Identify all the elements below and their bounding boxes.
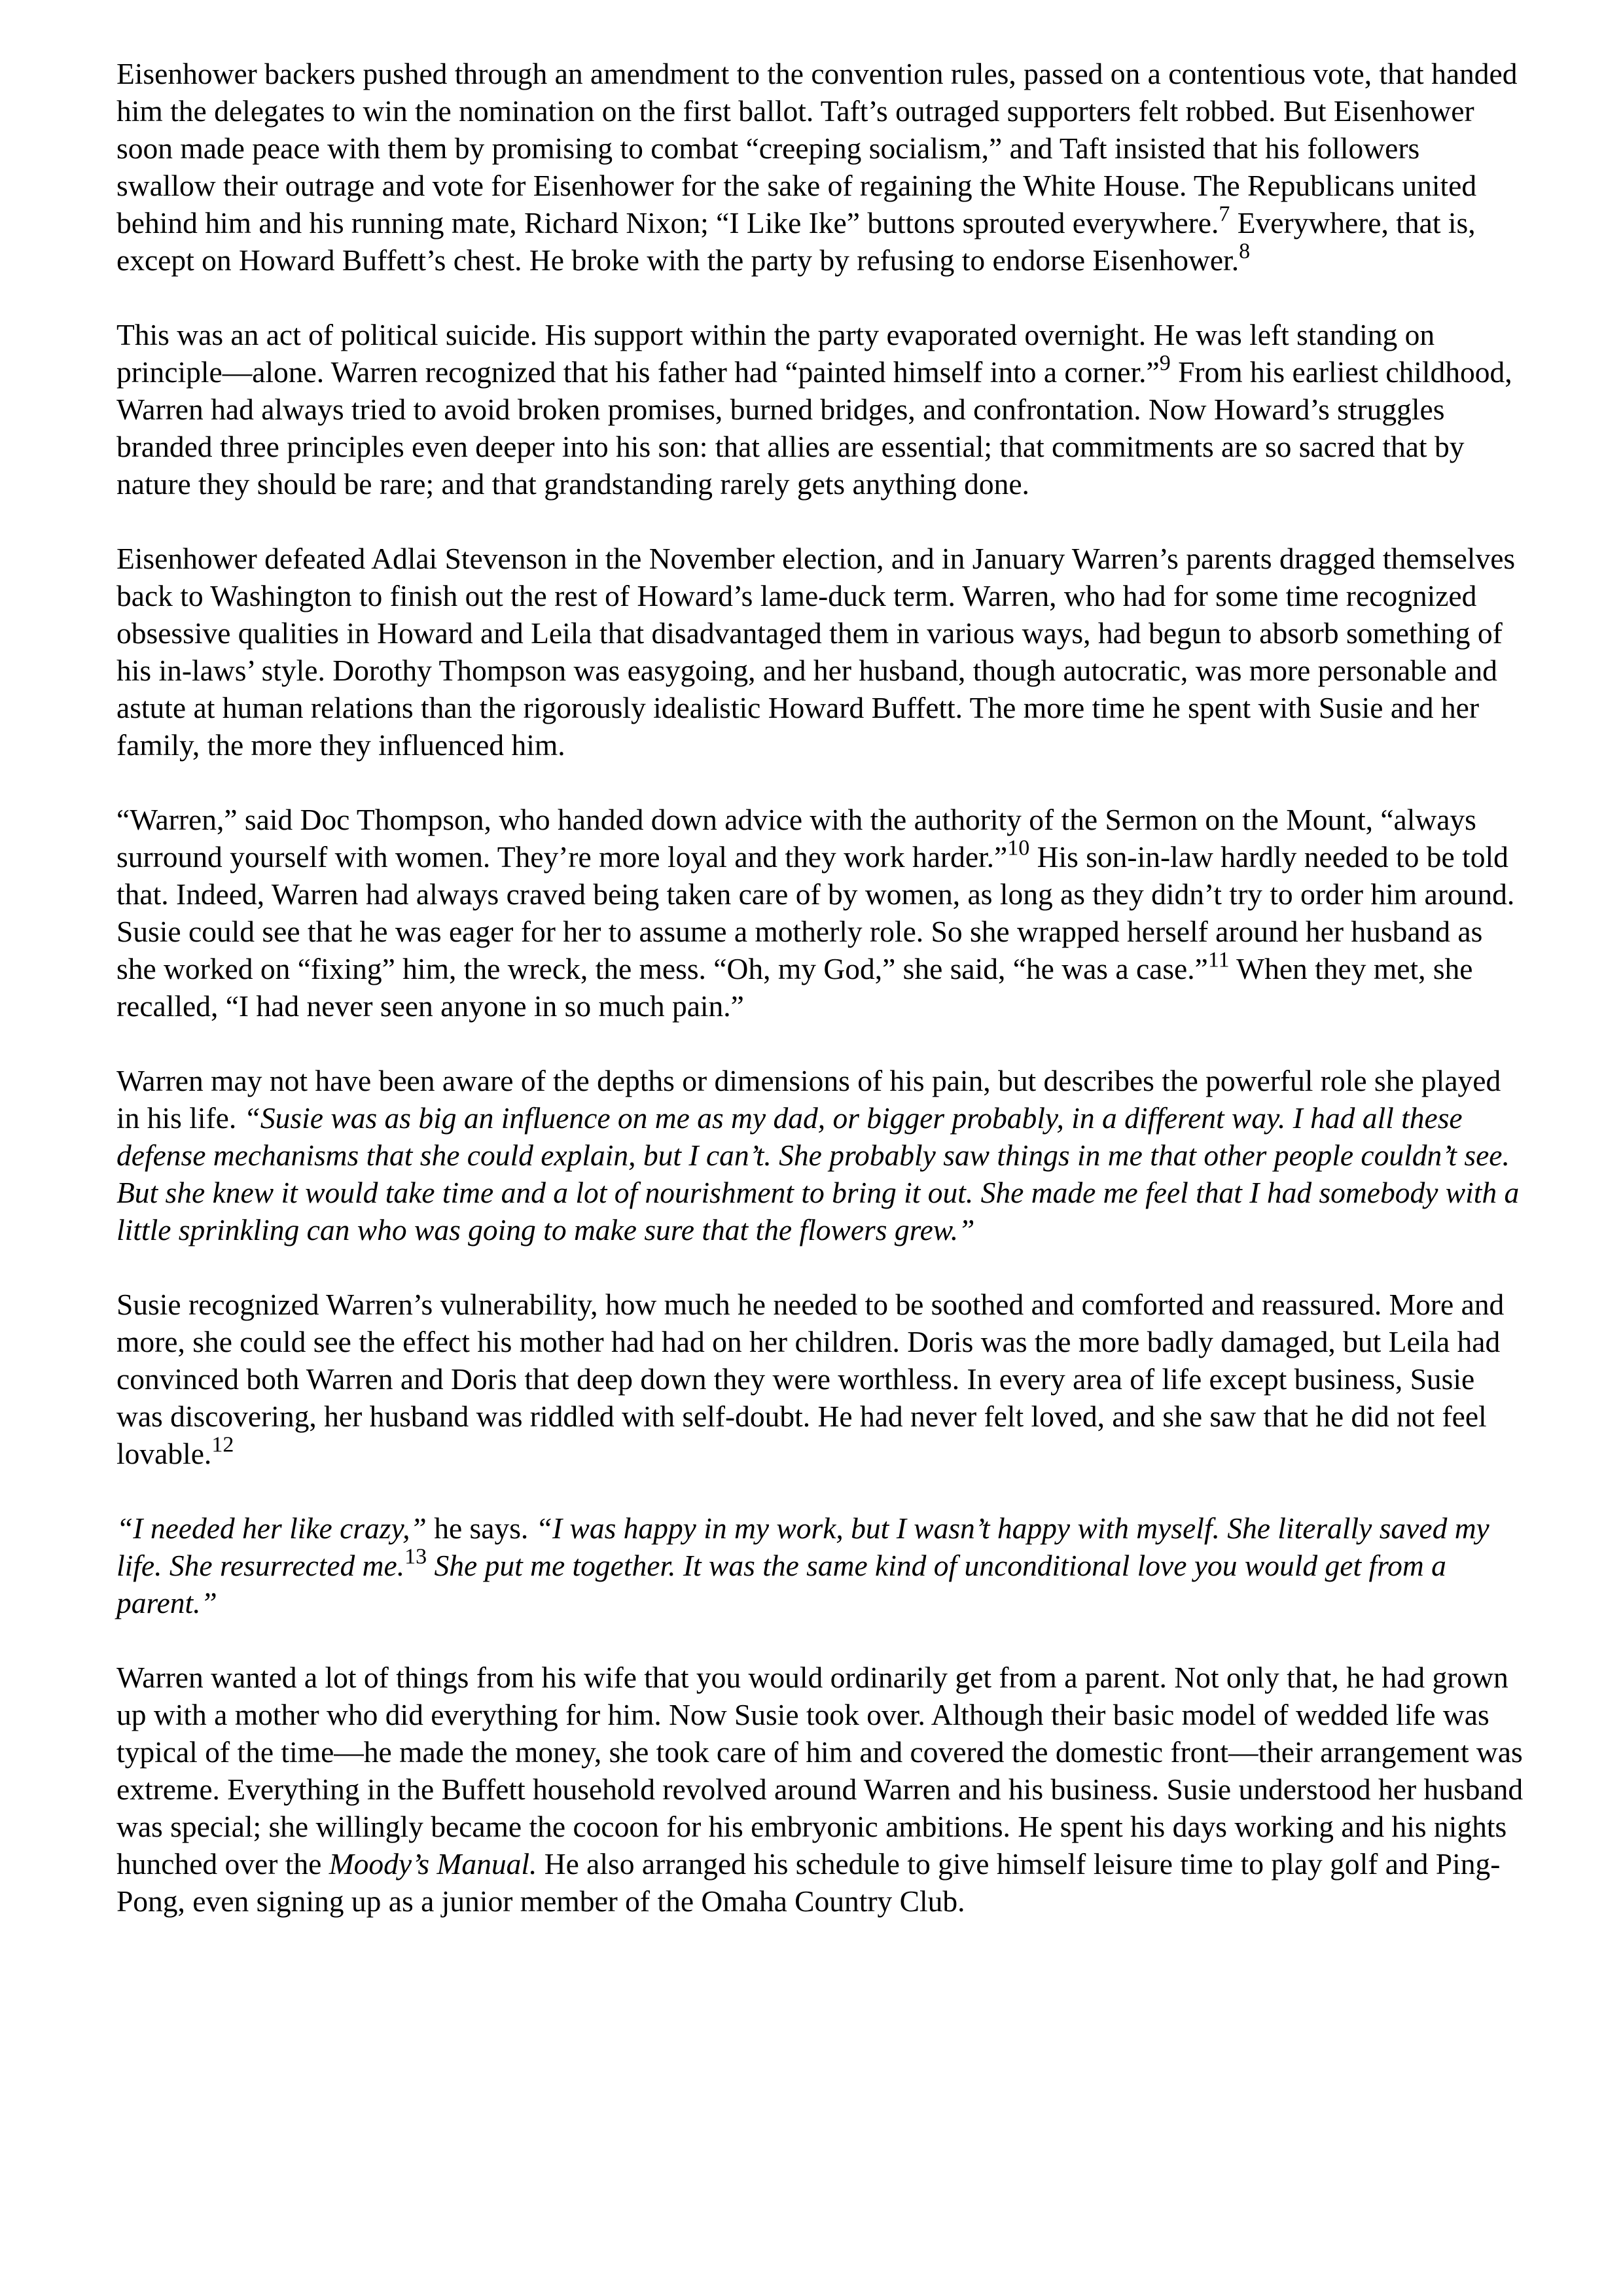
- paragraph-text: From his earliest childhood, Warren had always tried to avoid broken promises, burned bridges, and confrontation. Now Howard’s struggles branded three principles even deeper into his son: that allies are essential; that commitments are so sacred that by nature they should be rare; and that grandstanding rarely gets anything done.: [116, 355, 1512, 501]
- footnote-marker: 8: [1239, 239, 1251, 264]
- paragraph: [116, 801, 1524, 1025]
- paragraph: [116, 55, 1524, 279]
- paragraph-text: Warren wanted a lot of things from his wife that you would ordinarily get from a parent. Not only that, he had grown up with a mother who did everything for him. Now Susie took over. Although their basic model of wedded life was typical of the time—he made the money, she took care of him and covered the domestic front—their arrangement was extreme. Everything in the Buffett household revolved around Warren and his business. Susie understood her husband was special; she willingly became the cocoon for his embryonic ambitions. He spent his days working and his nights hunched over the: [116, 1661, 1524, 1881]
- paragraph-text: he says.: [426, 1511, 536, 1545]
- paragraph-text: “Warren,” said Doc Thompson, who handed down advice with the authority of the Sermon on the Mount, “always surround yourself with women. They’re more loyal and they work harder.”: [116, 803, 1476, 874]
- paragraph: [116, 1286, 1524, 1472]
- paragraph-text: This was an act of political suicide. His support within the party evaporated overnight. He was left standing on principle—alone. Warren recognized that his father had “painted himself into a corner.”: [116, 318, 1435, 389]
- book-page-body: [116, 55, 1524, 1920]
- italic-quote-text: She put me together. It was the same kind of unconditional love you would get from a parent.”: [116, 1549, 1446, 1619]
- paragraph-text: Eisenhower backers pushed through an amendment to the convention rules, passed on a contentious vote, that handed him the delegates to win the nomination on the first ballot. Taft’s outraged supporters felt robbed. But Eisenhower soon made peace with them by promising to combat “creeping socialism,” and Taft insisted that his followers swallow their outrage and vote for Eisenhower for the sake of regaining the White House. The Republicans united behind him and his running mate, Richard Nixon; “I Like Ike” buttons sprouted everywhere.: [116, 57, 1518, 239]
- footnote-marker: 12: [211, 1432, 234, 1457]
- paragraph: [116, 1510, 1524, 1621]
- paragraph: [116, 540, 1524, 764]
- italic-quote-text: Moody’s Manual.: [329, 1847, 537, 1881]
- footnote-marker: 11: [1207, 947, 1230, 972]
- paragraph-text: He also arranged his schedule to give himself leisure time to play golf and Ping-Pong, even signing up as a junior member of the Omaha Country Club.: [116, 1847, 1501, 1918]
- footnote-marker: 13: [404, 1544, 427, 1569]
- italic-quote-text: “I was happy in my work, but I wasn’t happy with myself. She literally saved my life. She resurrected me.: [116, 1511, 1489, 1582]
- paragraph-text: Susie recognized Warren’s vulnerability, how much he needed to be soothed and comforted and reassured. More and more, she could see the effect his mother had had on her children. Doris was the more badly damaged, but Leila had convinced both Warren and Doris that deep down they were worthless. In every area of life except business, Susie was discovering, her husband was riddled with self-doubt. He had never felt loved, and she saw that he did not feel lovable.: [116, 1288, 1505, 1470]
- paragraph: [116, 1659, 1524, 1920]
- paragraph-text: Eisenhower defeated Adlai Stevenson in the November election, and in January Warren’s parents dragged themselves back to Washington to finish out the rest of Howard’s lame-duck term. Warren, who had for some time recognized obsessive qualities in Howard and Leila that disadvantaged them in various ways, had begun to absorb something of his in-laws’ style. Dorothy Thompson was easygoing, and her husband, though autocratic, was more personable and astute at human relations than the rigorously idealistic Howard Buffett. The more time he spent with Susie and her family, the more they influenced him.: [116, 542, 1516, 762]
- paragraph-text: Everywhere, that is, except on Howard Buffett’s chest. He broke with the party by refusing to endorse Eisenhower.: [116, 206, 1476, 277]
- paragraph-text: His son-in-law hardly needed to be told that. Indeed, Warren had always craved being taken care of by women, as long as they didn’t try to order him around. Susie could see that he was eager for her to assume a motherly role. So she wrapped herself around her husband as she worked on “fixing” him, the wreck, the mess. “Oh, my God,” she said, “he was a case.”: [116, 840, 1515, 985]
- footnote-marker: 10: [1007, 836, 1030, 860]
- paragraph: [116, 316, 1524, 503]
- paragraph-text: Warren may not have been aware of the depths or dimensions of his pain, but describes the powerful role she played in his life.: [116, 1064, 1501, 1135]
- footnote-marker: 7: [1219, 202, 1230, 226]
- footnote-marker: 9: [1159, 351, 1171, 376]
- paragraph: [116, 1062, 1524, 1248]
- italic-quote-text: “I needed her like crazy,”: [116, 1511, 427, 1545]
- italic-quote-text: “Susie was as big an influence on me as my dad, or bigger probably, in a different way. I had all these defense mechanisms that she could explain, but I can’t. She probably saw things in me that other people couldn’t see. But she knew it would take time and a lot of nourishment to bring it out. She made me feel that I had somebody with a little sprinkling can who was going to make sure that the flowers grew.”: [116, 1101, 1520, 1246]
- paragraph-text: When they met, she recalled, “I had never seen anyone in so much pain.”: [116, 952, 1473, 1023]
